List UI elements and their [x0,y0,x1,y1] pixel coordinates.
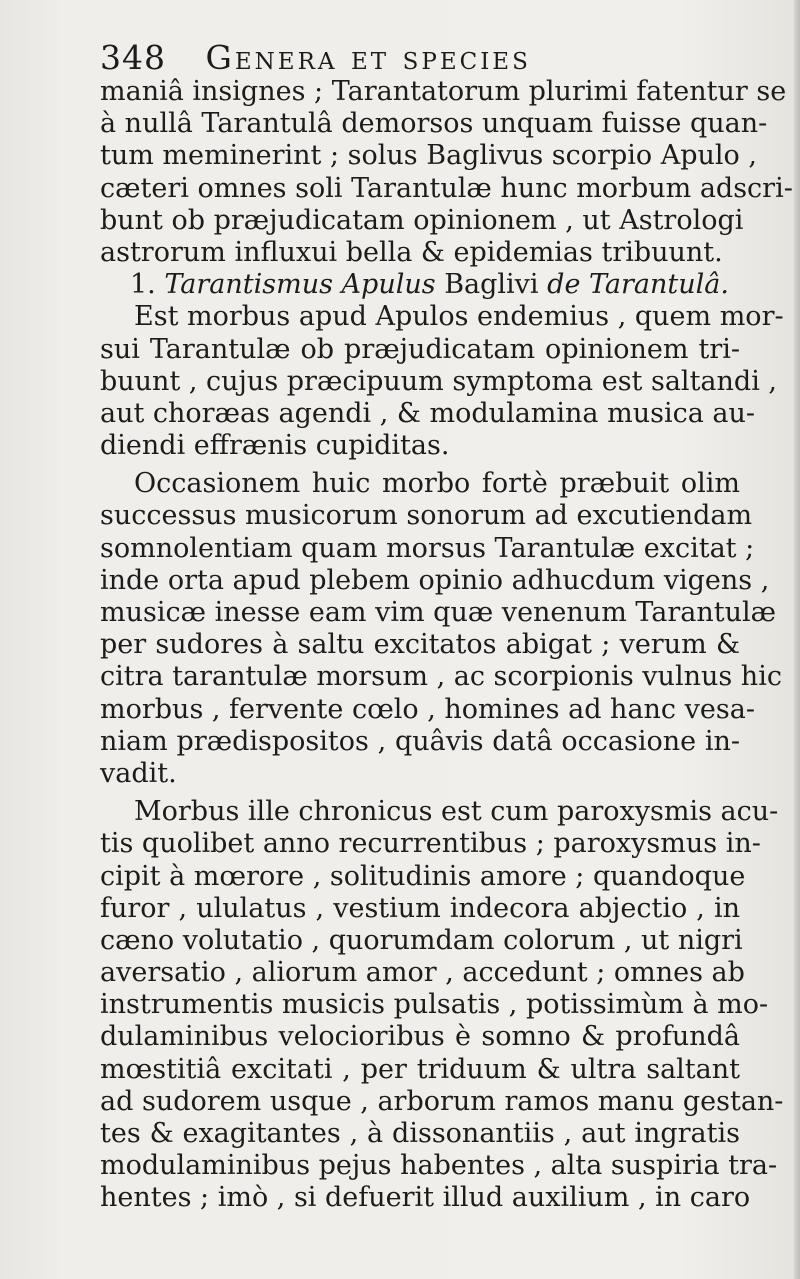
text-line: diendi effrænis cupiditas. [100,430,450,462]
text-line: Morbus ille chronicus est cum paroxysmis acu- [134,796,779,828]
text-line: modulaminibus pejus habentes , alta suspiria tra- [100,1150,778,1182]
running-title: Genera et species [205,38,531,77]
text-line: vadit. [100,757,177,789]
text-line: furor , ululatus , vestium indecora abjectio , in [100,892,740,924]
text-line: aversatio , aliorum amor , accedunt ; omnes ab [100,957,745,989]
text-line: maniâ insignes ; Tarantatorum plurimi fatentur se [100,76,787,107]
section-author: Baglivi [444,269,539,301]
text-line: astrorum influxui bella & epidemias tribuunt. [100,236,723,268]
text-line: dulaminibus velocioribus è somno & profundâ [100,1021,740,1053]
text-line: somnolentiam quam morsus Tarantulæ excitat ; [100,532,755,564]
text-line: hentes ; imò , si defuerit illud auxilium , in caro [100,1182,751,1214]
text-line: niam prædispositos , quâvis datâ occasione in- [100,725,740,757]
paragraph-1 [100,301,784,462]
section-name: Tarantismus Apulus [164,269,436,301]
section-number: 1. [130,269,156,301]
text-line: aut choræas agendi , & modulamina musica au- [100,397,756,429]
text-line: citra tarantulæ morsum , ac scorpionis vulnus hic [100,661,782,693]
text-line: inde orta apud plebem opinio adhucdum vigens , [100,564,770,596]
text-line: Est morbus apud Apulos endemius , quem mor- [134,301,784,333]
text-line: mœstitiâ excitati , per triduum & ultra saltant [100,1053,740,1085]
page-number: 348 [100,38,166,77]
text-line: morbus , fervente cœlo , homines ad hanc vesa- [100,693,755,725]
text-line: cipit à mœrore , solitudinis amore ; quandoque [100,860,746,892]
text-line: successus musicorum sonorum ad excutiendam [100,500,753,532]
paragraph-3 [100,796,784,1214]
text-line: per sudores à saltu excitatos abigat ; verum & [100,629,740,661]
text-line: bunt ob præjudicatam opinionem , ut Astrologi [100,204,744,236]
paragraph-2 [100,468,782,790]
text-line: Occasionem huic morbo fortè præbuit olim [134,468,740,500]
text-line: tum meminerint ; solus Baglivus scorpio Apulo , [100,140,757,172]
section-heading [100,269,740,301]
text-line: ad sudorem usque , arborum ramos manu gestan- [100,1085,784,1117]
text-line: sui Tarantulæ ob præjudicatam opinionem tri- [100,333,740,365]
text-line: musicæ inesse eam vim quæ venenum Tarantulæ [100,597,777,628]
text-line: buunt , cujus præcipuum symptoma est saltandi , [100,365,777,397]
text-line: instrumentis musicis pulsatis , potissimùm à mo- [100,989,769,1021]
section-suffix: de Tarantulâ. [547,269,729,301]
text-line: à nullâ Tarantulâ demorsos unquam fuisse quan- [100,108,768,140]
text-line: cæno volutatio , quorumdam colorum , ut nigri [100,924,743,956]
page-edge [794,0,800,1279]
body-text [100,76,793,1215]
intro-paragraph [100,76,793,269]
text-line: tis quolibet anno recurrentibus ; paroxysmus in- [100,828,761,860]
text-line: tes & exagitantes , à dissonantiis , aut ingratis [100,1118,740,1149]
text-line: cæteri omnes soli Tarantulæ hunc morbum adscri- [100,172,793,204]
